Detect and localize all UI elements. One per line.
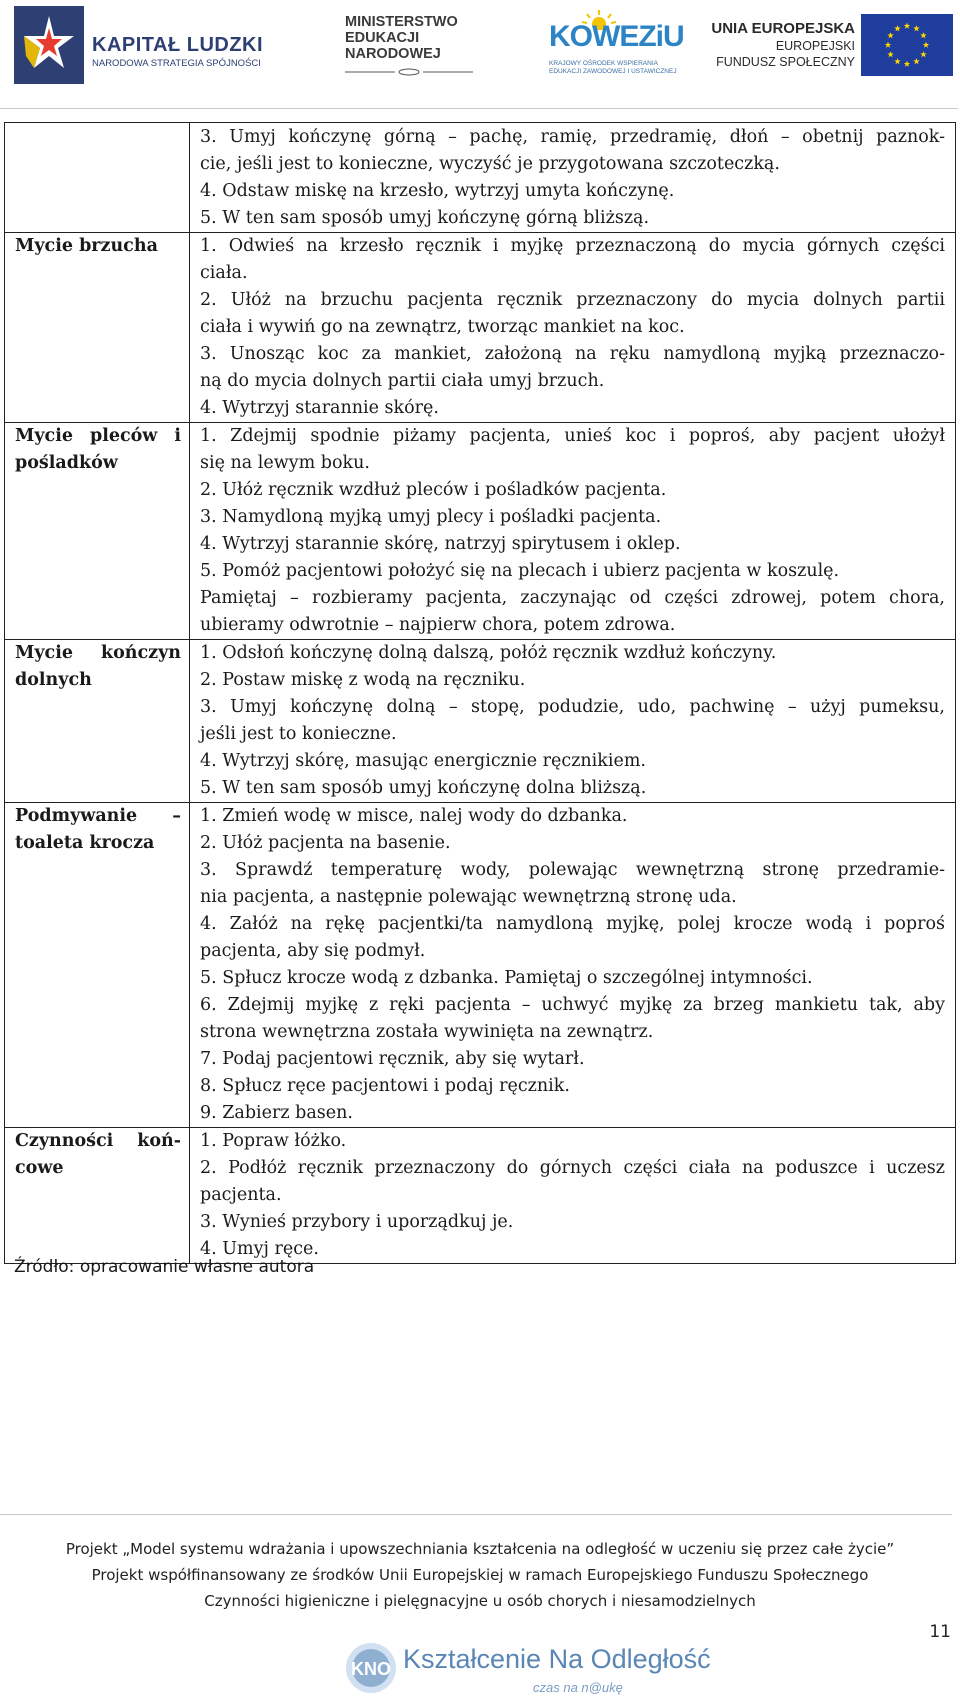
- row-label-text: Mycie brzucha: [15, 236, 158, 256]
- page-number: 11: [929, 1622, 951, 1642]
- ministry-eagle-bar-icon: [345, 68, 473, 76]
- eu-flag-icon: [861, 14, 953, 76]
- step-line: pacjenta.: [200, 1185, 282, 1205]
- step-line: cie, jeśli jest to konieczne, wyczyść je przygotowana szczoteczką.: [200, 154, 780, 174]
- kapital-ludzki-logo: [14, 6, 269, 84]
- footer-divider: [0, 1514, 952, 1515]
- step-line: 6. Zdejmij myjkę z ręki pacjenta – uchwyć myjkę za brzeg mankietu tak, aby: [200, 995, 945, 1015]
- table-row: [5, 423, 956, 640]
- row-label: [5, 1128, 190, 1264]
- ministry-line-3: NARODOWEJ: [345, 46, 441, 62]
- step-line: ciała.: [200, 263, 248, 283]
- eu-line-2: EUROPEJSKI: [775, 39, 855, 53]
- footer-funding-line: Projekt współfinansowany ze środków Unii Europejskiej w ramach Europejskiego Funduszu Społecznego: [91, 1566, 869, 1584]
- row-steps: [190, 123, 956, 233]
- row-label: [5, 803, 190, 1128]
- step-line: 2. Postaw miskę z wodą na ręczniku.: [200, 670, 526, 690]
- step-line: strona wewnętrzna została wywinięta na zewnątrz.: [200, 1022, 654, 1042]
- step-line: 1. Odwieś na krzesło ręcznik i myjkę przeznaczoną do mycia górnych części: [200, 236, 945, 256]
- step-line: ciała i wywiń go na zewnątrz, tworząc mankiet na koc.: [200, 317, 685, 337]
- step-line: 3. Umyj kończynę górną – pachę, ramię, przedramię, dłoń – obetnij paznok-: [200, 127, 945, 147]
- row-steps: [190, 1128, 956, 1264]
- kapital-ludzki-star-icon: [14, 6, 84, 84]
- table-row: [5, 640, 956, 803]
- koweziu-subtitle-line-1: KRAJOWY OŚRODEK WSPIERANIA: [549, 60, 658, 67]
- ministry-logo: [345, 14, 475, 80]
- step-line: ną do mycia dolnych partii ciała umyj brzuch.: [200, 371, 605, 391]
- eu-fund-logo: [711, 14, 953, 80]
- row-label-text: Podmywanie – toaleta krocza: [15, 806, 181, 853]
- table-row: [5, 803, 956, 1128]
- step-line: nia pacjenta, a następnie polewając wewnętrzną stronę uda.: [200, 887, 737, 907]
- koweziu-subtitle-line-2: EDUKACJI ZAWODOWEJ I USTAWICZNEJ: [549, 68, 677, 75]
- step-line: 1. Odsłoń kończynę dolną dalszą, połóż ręcznik wzdłuż kończyny.: [200, 643, 777, 663]
- step-line: 7. Podaj pacjentowi ręcznik, aby się wytarł.: [200, 1049, 585, 1069]
- step-line: 9. Zabierz basen.: [200, 1103, 353, 1123]
- step-line: 2. Ułóż na brzuchu pacjenta ręcznik przeznaczony do mycia dolnych partii: [200, 290, 945, 310]
- eu-line-1: UNIA EUROPEJSKA: [711, 20, 855, 37]
- row-label-text: Mycie pleców i pośladków: [15, 426, 181, 473]
- ministry-line-1: MINISTERSTWO: [345, 14, 458, 30]
- step-line: 2. Ułóż pacjenta na basenie.: [200, 833, 451, 853]
- koweziu-logo: [545, 10, 684, 80]
- step-line: Pamiętaj – rozbieramy pacjenta, zaczynając od części zdrowej, potem chora,: [200, 588, 945, 608]
- page-header: [0, 0, 960, 100]
- kno-logo-text: Kształcenie Na Odległość: [403, 1644, 711, 1674]
- footer-document-title: Czynności higieniczne i pielęgnacyjne u osób chorych i niesamodzielnych: [204, 1592, 756, 1610]
- step-line: 3. Sprawdź temperaturę wody, polewając wewnętrzną stronę przedramie-: [200, 860, 945, 880]
- ksztalcenie-na-odleglosc-logo: [345, 1640, 711, 1700]
- step-line: 8. Spłucz ręce pacjentowi i podaj ręcznik.: [200, 1076, 570, 1096]
- step-line: 1. Zmień wodę w misce, nalej wody do dzbanka.: [200, 806, 628, 826]
- step-line: 5. W ten sam sposób umyj kończynę dolna bliższą.: [200, 778, 647, 798]
- step-line: 4. Załóż na rękę pacjentki/ta namydloną myjkę, polej krocze wodą i poproś: [200, 914, 945, 934]
- step-line: 3. Umyj kończynę dolną – stopę, podudzie, udo, pachwinę – użyj pumeksu,: [200, 697, 945, 717]
- table-row: [5, 1128, 956, 1264]
- row-label: [5, 640, 190, 803]
- step-line: jeśli jest to konieczne.: [200, 724, 397, 744]
- step-line: się na lewym boku.: [200, 453, 370, 473]
- step-line: 2. Podłóż ręcznik przeznaczony do górnych części ciała na poduszce i uczesz: [200, 1158, 945, 1178]
- step-line: 4. Wytrzyj starannie skórę, natrzyj spirytusem i oklep.: [200, 534, 681, 554]
- step-line: 5. Pomóż pacjentowi położyć się na plecach i ubierz pacjenta w koszulę.: [200, 561, 840, 581]
- row-steps: [190, 423, 956, 640]
- row-steps: [190, 233, 956, 423]
- svg-text:KNO: KNO: [351, 1659, 391, 1679]
- row-label: [5, 423, 190, 640]
- procedure-table: [4, 122, 956, 1264]
- step-line: pacjenta, aby się podmył.: [200, 941, 426, 961]
- ministry-line-2: EDUKACJI: [345, 30, 420, 46]
- table-source-note: Źródło: opracowanie własne autora: [14, 1257, 315, 1277]
- step-line: 4. Odstaw miskę na krzesło, wytrzyj umyta kończynę.: [200, 181, 675, 201]
- row-steps: [190, 640, 956, 803]
- kno-logo-tagline: czas na n@ukę: [533, 1680, 623, 1695]
- step-line: 2. Ułóż ręcznik wzdłuż pleców i pośladków pacjenta.: [200, 480, 667, 500]
- row-label: [5, 123, 190, 233]
- kapital-ludzki-title: KAPITAŁ LUDZKI: [92, 34, 264, 56]
- step-line: 3. Namydloną myjką umyj plecy i pośladki pacjenta.: [200, 507, 662, 527]
- table-row: [5, 233, 956, 423]
- step-line: 3. Unosząc koc za mankiet, założoną na ręku namydloną myjką przeznaczo-: [200, 344, 945, 364]
- step-line: 4. Wytrzyj starannie skórę.: [200, 398, 439, 418]
- step-line: 3. Wynieś przybory i uporządkuj je.: [200, 1212, 514, 1232]
- header-divider: [0, 108, 958, 109]
- step-line: ubieramy odwrotnie – najpierw chora, potem zdrowa.: [200, 615, 676, 635]
- row-steps: [190, 803, 956, 1128]
- step-line: 1. Popraw łóżko.: [200, 1131, 347, 1151]
- kno-emblem-icon: [345, 1640, 397, 1696]
- step-line: 4. Umyj ręce.: [200, 1239, 319, 1259]
- eu-line-3: FUNDUSZ SPOŁECZNY: [716, 55, 855, 69]
- table-row: [5, 123, 956, 233]
- footer-project-line: Projekt „Model systemu wdrażania i upowszechniania kształcenia na odległość w uczeniu się przez całe życie”: [65, 1540, 895, 1558]
- koweziu-name: KOWEZiU: [549, 20, 684, 53]
- row-label: [5, 233, 190, 423]
- row-label-text: Czynności koń-cowe: [15, 1131, 181, 1178]
- step-line: 5. W ten sam sposób umyj kończynę górną bliższą.: [200, 208, 650, 228]
- step-line: 4. Wytrzyj skórę, masując energicznie ręcznikiem.: [200, 751, 646, 771]
- kapital-ludzki-subtitle: NARODOWA STRATEGIA SPÓJNOŚCI: [92, 58, 261, 69]
- step-line: 1. Zdejmij spodnie piżamy pacjenta, unieś koc i poproś, aby pacjent ułożył: [200, 426, 945, 446]
- koweziu-subtitle: [549, 60, 677, 76]
- row-label-text: Mycie kończyn dolnych: [15, 643, 181, 690]
- step-line: 5. Spłucz krocze wodą z dzbanka. Pamiętaj o szczególnej intymności.: [200, 968, 813, 988]
